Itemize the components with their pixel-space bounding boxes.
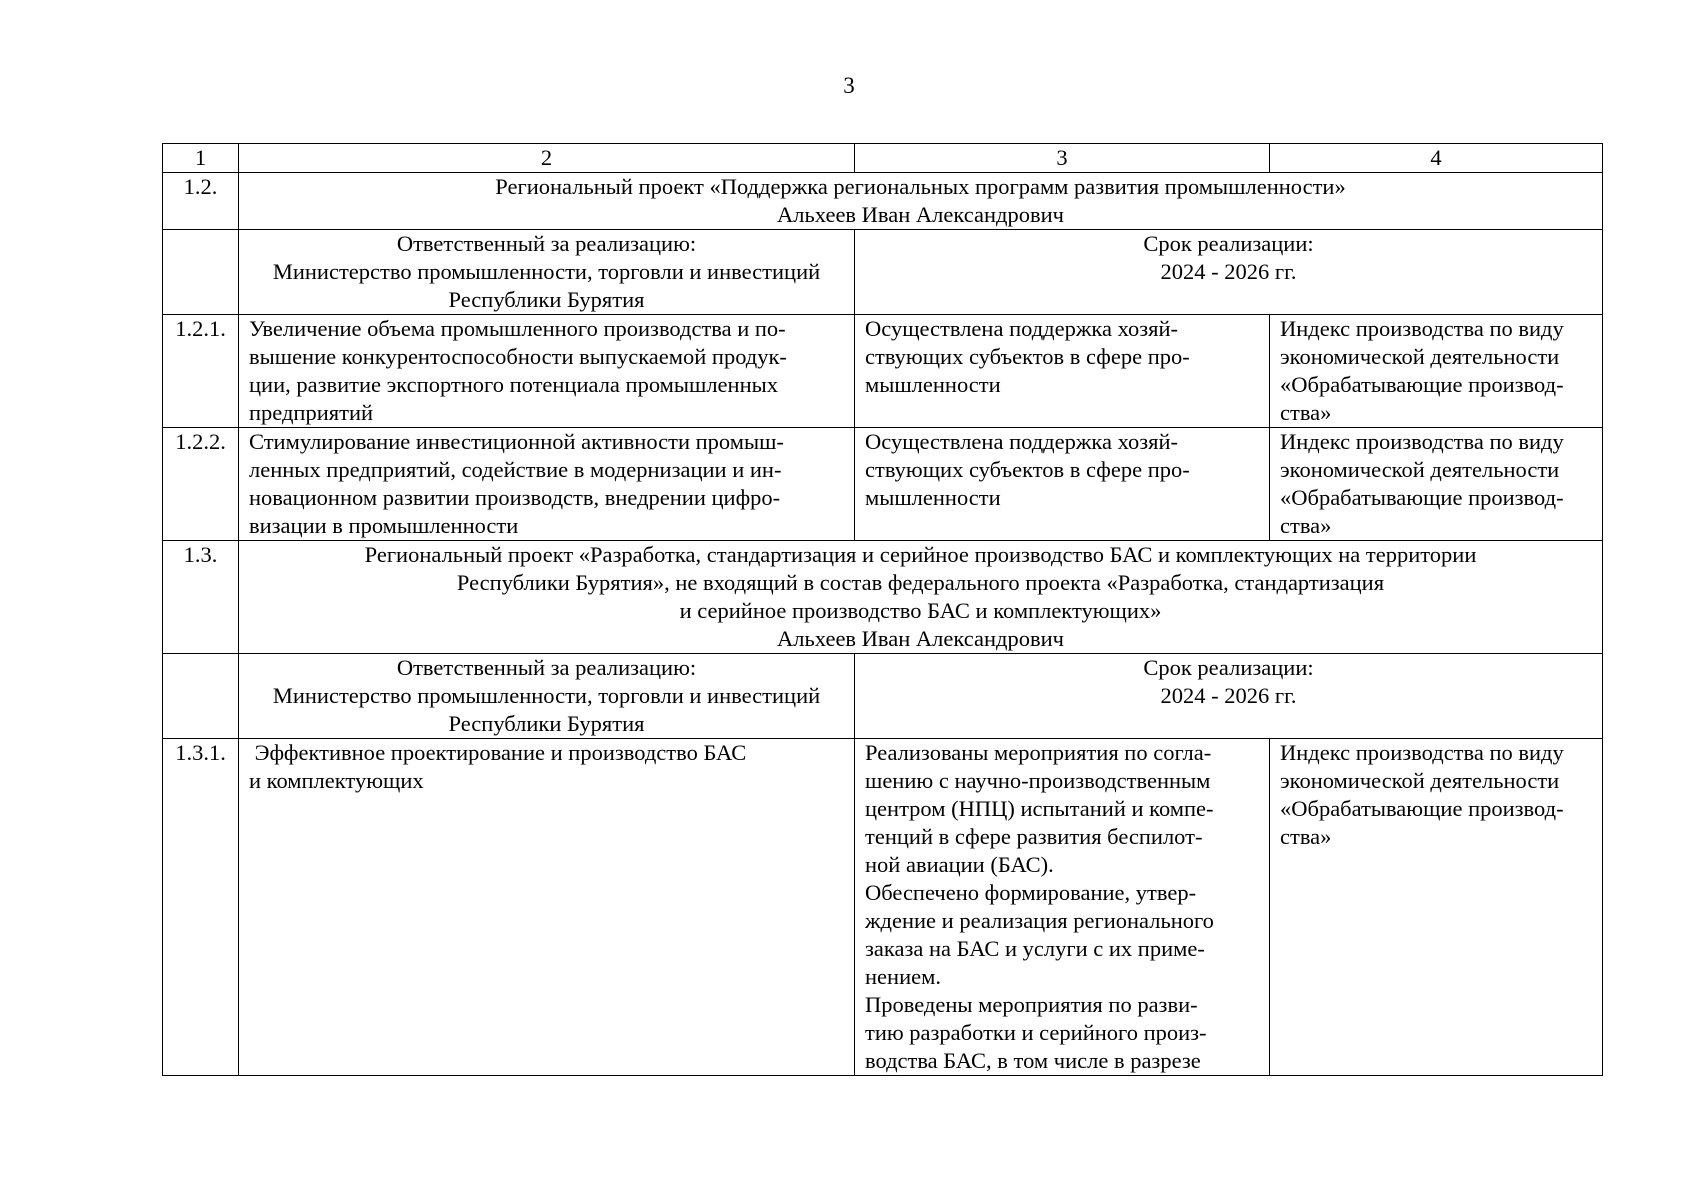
indicator-line: Индекс производства по виду: [1280, 740, 1564, 765]
indicator-line: ства»: [1280, 513, 1332, 538]
project-title-row: [163, 173, 1603, 230]
project-leader: Альхеев Иван Александрович: [777, 202, 1064, 227]
empty-cell: [163, 654, 239, 739]
task-line: вышение конкурентоспособности выпускаемой продук-: [249, 344, 787, 369]
result-cell: [855, 428, 1270, 541]
responsible-cell: [239, 654, 855, 739]
row-number: 1.3.1.: [163, 739, 239, 1076]
responsible-line: Министерство промышленности, торговли и инвестиций: [272, 683, 821, 708]
result-line: тию разработки и серийного произ-: [865, 1020, 1207, 1045]
task-line: Стимулирование инвестиционной активности промыш-: [249, 429, 784, 454]
result-cell: [855, 739, 1270, 1076]
indicator-line: экономической деятельности: [1280, 768, 1560, 793]
responsible-line: Министерство промышленности, торговли и инвестиций: [272, 259, 821, 284]
task-line: визации в промышленности: [249, 513, 519, 538]
indicator-line: «Обрабатывающие производ-: [1280, 796, 1564, 821]
indicator-line: экономической деятельности: [1280, 344, 1560, 369]
row-number: 1.3.: [163, 541, 239, 654]
result-line: Проведены мероприятия по разви-: [865, 992, 1198, 1017]
task-line: Эффективное проектирование и производство БАС: [249, 740, 747, 765]
column-numbers-row: [163, 144, 1603, 173]
task-line: и комплектующих: [249, 768, 424, 793]
result-line: ствующих субъектов в сфере про-: [865, 457, 1190, 482]
result-line: ной авиации (БАС).: [865, 852, 1054, 877]
responsible-line: Республики Бурятия: [448, 711, 645, 736]
task-cell: [239, 315, 855, 428]
term-line: Срок реализации:: [1143, 231, 1314, 256]
result-line: водства БАС, в том числе в разрезе: [865, 1048, 1201, 1073]
project-title-row: [163, 541, 1603, 654]
result-line: шению с научно-производственным: [865, 768, 1211, 793]
result-line: нением.: [865, 964, 941, 989]
result-line: центром (НПЦ) испытаний и компе-: [865, 796, 1214, 821]
indicator-cell: [1270, 428, 1603, 541]
term-line: 2024 - 2026 гг.: [1160, 683, 1297, 708]
result-line: ждение и реализация регионального: [865, 908, 1214, 933]
project-title-line: Республики Бурятия», не входящий в состав федерального проекта «Разработка, стандартизация: [456, 570, 1385, 595]
indicator-line: экономической деятельности: [1280, 457, 1560, 482]
row-number: 1.2.: [163, 173, 239, 230]
task-row: [163, 315, 1603, 428]
column-number-3: 3: [855, 144, 1270, 173]
result-line: мышленности: [865, 372, 1001, 397]
result-line: заказа на БАС и услуги с их приме-: [865, 936, 1205, 961]
result-line: Осуществлена поддержка хозяй-: [865, 429, 1179, 454]
term-line: Срок реализации:: [1143, 655, 1314, 680]
indicator-line: ства»: [1280, 824, 1332, 849]
indicator-line: Индекс производства по виду: [1280, 316, 1564, 341]
task-line: Увеличение объема промышленного производства и по-: [249, 316, 786, 341]
result-line: мышленности: [865, 485, 1001, 510]
column-number-1: 1: [163, 144, 239, 173]
project-title-line: Региональный проект «Поддержка региональных программ развития промышленности»: [495, 174, 1346, 199]
indicator-line: «Обрабатывающие производ-: [1280, 372, 1564, 397]
task-row: [163, 428, 1603, 541]
task-row: [163, 739, 1603, 1076]
result-line: Обеспечено формирование, утвер-: [865, 880, 1197, 905]
responsible-line: Республики Бурятия: [448, 287, 645, 312]
task-cell: [239, 739, 855, 1076]
result-line: Осуществлена поддержка хозяй-: [865, 316, 1179, 341]
project-leader: Альхеев Иван Александрович: [777, 626, 1064, 651]
term-cell: [855, 654, 1603, 739]
project-responsible-row: [163, 654, 1603, 739]
indicator-line: Индекс производства по виду: [1280, 429, 1564, 454]
column-number-4: 4: [1270, 144, 1603, 173]
term-line: 2024 - 2026 гг.: [1160, 259, 1297, 284]
program-table: [162, 143, 1603, 1076]
indicator-cell: [1270, 315, 1603, 428]
task-line: новационном развитии производств, внедрении цифро-: [249, 485, 781, 510]
column-number-2: 2: [239, 144, 855, 173]
term-cell: [855, 230, 1603, 315]
indicator-line: «Обрабатывающие производ-: [1280, 485, 1564, 510]
project-title-line: и серийное производство БАС и комплектующих»: [679, 598, 1162, 623]
project-title: [239, 541, 1603, 654]
project-title-line: Региональный проект «Разработка, стандартизация и серийное производство БАС и комплектующих на территории: [364, 542, 1477, 567]
result-cell: [855, 315, 1270, 428]
task-line: ленных предприятий, содействие в модернизации и ин-: [249, 457, 782, 482]
result-line: Реализованы мероприятия по согла-: [865, 740, 1212, 765]
task-line: ции, развитие экспортного потенциала промышленных: [249, 372, 778, 397]
result-line: тенций в сфере развития беспилот-: [865, 824, 1203, 849]
result-line: ствующих субъектов в сфере про-: [865, 344, 1190, 369]
project-title: [239, 173, 1603, 230]
indicator-cell: [1270, 739, 1603, 1076]
page-number: 3: [843, 73, 855, 98]
empty-cell: [163, 230, 239, 315]
task-cell: [239, 428, 855, 541]
row-number: 1.2.2.: [163, 428, 239, 541]
indicator-line: ства»: [1280, 400, 1332, 425]
responsible-line: Ответственный за реализацию:: [396, 655, 697, 680]
project-responsible-row: [163, 230, 1603, 315]
responsible-line: Ответственный за реализацию:: [396, 231, 697, 256]
row-number: 1.2.1.: [163, 315, 239, 428]
responsible-cell: [239, 230, 855, 315]
task-line: предприятий: [249, 400, 374, 425]
